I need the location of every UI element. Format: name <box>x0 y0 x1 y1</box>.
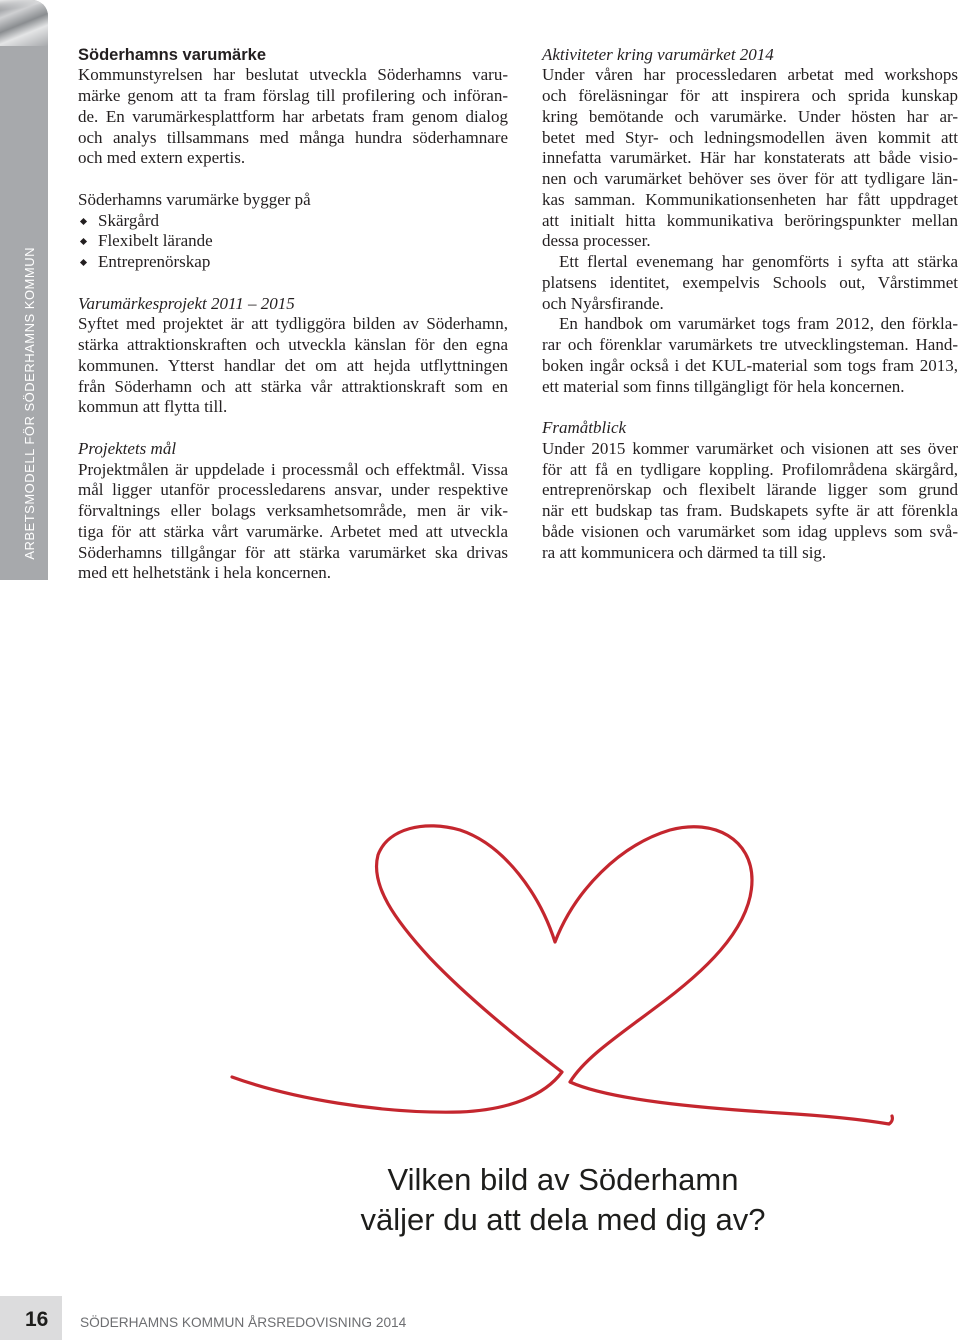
subsection-heading: Projektets mål <box>78 438 177 458</box>
text-line: Syftet med projektet är att tydliggöra bilden av Söderhamn, <box>78 314 508 334</box>
text-line: Kommunstyrelsen har beslutat utveckla Söderhamns varu- <box>78 65 508 85</box>
text-line: och analys tillsammans med många hundra söderhamnare <box>78 127 508 147</box>
paragraph <box>78 460 508 585</box>
text-line: Ett flertal evenemang har genomförts i syfta att stärka <box>559 252 958 272</box>
text-line: kas samman. Kommunikationsenheten har fått uppdraget <box>542 189 958 209</box>
text-line: betet med Styr- och ledningsmodellen även kommit att <box>542 127 958 147</box>
paragraph <box>78 65 508 169</box>
list-item <box>78 252 508 273</box>
text-line: nen och varumärket behöver ses över för att tydligare län- <box>542 169 958 189</box>
text-line: kommun att flytta till. <box>78 397 228 417</box>
list-intro: Söderhamns varumärke bygger på <box>78 189 311 209</box>
text-line: Söderhamns tillgångar för att stärka varumärket ska drivas <box>78 542 508 562</box>
bullet-text: Flexibelt lärande <box>98 231 213 251</box>
page-number: 16 <box>25 1308 49 1331</box>
question-text <box>300 1160 826 1240</box>
text-line: Projektmålen är uppdelade i processmål och effektmål. Vissa <box>78 459 508 479</box>
text-line: märke genom att ta fram förslag till profilering och införan- <box>78 86 508 106</box>
sidebar-photo <box>0 0 48 46</box>
question-line: väljer du att dela med dig av? <box>360 1202 766 1237</box>
section-heading: Söderhamns varumärke <box>78 45 267 64</box>
text-line: och föreläsningar för att inspirera och sprida kunskap <box>542 86 958 106</box>
bullet-text: Entreprenörskap <box>98 252 211 272</box>
text-line: när ett budskap tas fram. Budskapets syfte är att förenkla <box>542 501 958 521</box>
heart-illustration <box>0 800 960 1160</box>
text-line: ra att kommunicera och därmed ta till sig. <box>542 542 827 562</box>
bullet-list <box>78 211 508 273</box>
text-line: de. En varumärkesplattform har arbetats fram genom dialog <box>78 106 508 126</box>
text-line: innefatta varumärket. Här har konstaterats att både visio- <box>542 148 958 168</box>
paragraph <box>78 314 508 418</box>
left-column <box>78 45 508 585</box>
text-line: ett material som finns tillgängligt för hela koncernen. <box>542 376 905 396</box>
text-line: med ett helhetstänk i hela koncernen. <box>78 563 332 583</box>
text-line: platsens identitet, exempelvis Schools out, Vårstimmet <box>542 272 958 292</box>
text-line: tiga för att stärka vårt varumärke. Arbetet med att utveckla <box>78 521 508 541</box>
subsection-heading: Varumärkesprojekt 2011 – 2015 <box>78 293 295 313</box>
text-line: mål ligger utanför processledarens ansvar, under respektive <box>78 480 508 500</box>
text-line: stärka attraktionskraften och utveckla känslan för den egna <box>78 335 508 355</box>
text-line: från Söderhamn och att stärka vår attraktionskraft som en <box>78 376 508 396</box>
paragraph <box>542 252 958 314</box>
paragraph <box>542 65 958 252</box>
text-line: Under våren har processledaren arbetat med workshops <box>542 65 958 85</box>
publication-title: SÖDERHAMNS KOMMUN ÅRSREDOVISNING 2014 <box>80 1315 407 1330</box>
paragraph <box>542 439 958 564</box>
text-line: Under 2015 kommer varumärket och visionen att ses över <box>542 438 958 458</box>
text-line: rar och förenklar varumärkets tre utvecklingsteman. Hand- <box>542 335 958 355</box>
text-line: för att få en tydligare koppling. Profilområdena skärgård, <box>542 459 958 479</box>
heart-ribbon <box>232 826 892 1124</box>
subsection-heading: Aktiviteter kring varumärket 2014 <box>542 44 774 64</box>
text-line: både visionen och varumärket som idag upplevs som svå- <box>542 521 958 541</box>
text-line: och med extern expertis. <box>78 148 246 168</box>
text-line: En handbok om varumärket togs fram 2012, den förkla- <box>559 314 958 334</box>
list-item <box>78 211 508 232</box>
subsection-heading: Framåtblick <box>542 418 627 438</box>
bullet-icon <box>80 238 87 245</box>
text-line: boken ingår också i det KUL-material som togs fram 2013, <box>542 355 958 375</box>
text-line: och Nyårsfirande. <box>542 293 664 313</box>
text-line: entreprenörskap och flexibelt lärande ligger som grund <box>542 480 958 500</box>
paragraph <box>542 314 958 397</box>
text-line: att initialt hitta kommunikativa beröringspunkter mellan <box>542 210 958 230</box>
text-line: kommunen. Ytterst handlar det om att hejda utflyttningen <box>78 355 508 375</box>
list-item <box>78 231 508 252</box>
question-line: Vilken bild av Söderhamn <box>387 1162 739 1197</box>
text-line: förvaltnings eller bolags verksamhetsområde, men är vik- <box>78 501 508 521</box>
sidebar-band <box>0 0 48 580</box>
text-line: dessa processer. <box>542 231 651 251</box>
text-line: kring bemötande och varumärke. Under hösten har ar- <box>542 106 958 126</box>
bullet-icon <box>80 259 87 266</box>
sidebar-label: ARBETSMODELL FÖR SÖDERHAMNS KOMMUN <box>22 247 37 560</box>
right-column <box>542 45 958 564</box>
bullet-icon <box>80 218 87 225</box>
bullet-text: Skärgård <box>98 210 160 230</box>
